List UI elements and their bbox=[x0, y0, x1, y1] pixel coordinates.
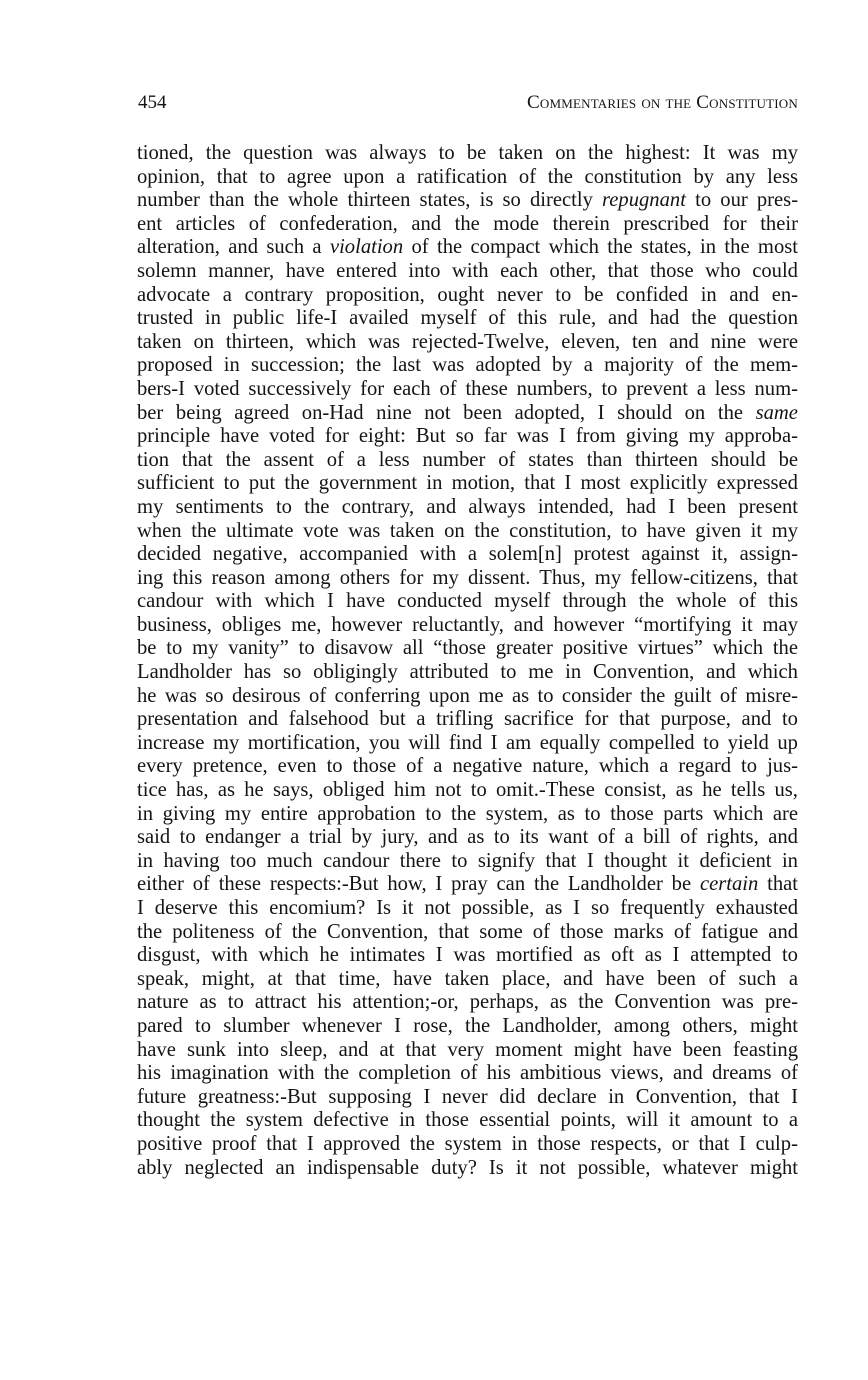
text-line bbox=[137, 944, 798, 968]
text-segment: proposed in succession; the last was adopted by a majority of the mem- bbox=[137, 354, 799, 377]
text-segment: disgust, with which he intimates I was mortified as oft as I attempted to bbox=[137, 944, 798, 967]
text-segment: that bbox=[758, 873, 799, 896]
text-segment: in giving my entire approbation to the system, as to those parts which are bbox=[137, 802, 799, 825]
text-line bbox=[137, 779, 798, 803]
text-line bbox=[137, 661, 798, 685]
text-segment: presentation and falsehood but a trifling sacrifice for that purpose, and to bbox=[137, 708, 798, 731]
text-segment: said to endanger a trial by jury, and as to its want of a bill of rights, and bbox=[137, 826, 798, 849]
text-line bbox=[137, 991, 798, 1015]
text-line bbox=[137, 543, 798, 567]
text-segment: future greatness:-But supposing I never did declare in Convention, that I bbox=[137, 1085, 798, 1108]
text-segment: nature as to attract his attention;-or, perhaps, as the Convention was pre- bbox=[137, 991, 798, 1014]
text-segment: increase my mortification, you will find I am equally compelled to yield up bbox=[137, 731, 798, 754]
text-segment: in having too much candour there to signify that I thought it deficient in bbox=[137, 849, 798, 872]
text-segment: business, obliges me, however reluctantly, and however “mortifying it may bbox=[137, 613, 798, 636]
text-segment: number than the whole thirteen states, is so directly bbox=[137, 189, 603, 212]
italic-word: same bbox=[755, 401, 798, 424]
text-line bbox=[137, 1157, 798, 1181]
text-segment: speak, might, at that time, have taken place, and have been of such a bbox=[137, 967, 799, 990]
text-segment: advocate a contrary proposition, ought never to be confided in and en- bbox=[137, 283, 798, 306]
text-line bbox=[137, 472, 798, 496]
text-segment: have sunk into sleep, and at that very moment might have been feasting bbox=[137, 1038, 799, 1061]
text-segment: he was so desirous of conferring upon me as to consider the guilt of misre- bbox=[137, 684, 799, 707]
running-head bbox=[138, 92, 798, 120]
text-segment: alteration, and such a bbox=[137, 236, 330, 259]
text-line bbox=[137, 1133, 798, 1157]
text-segment: ably neglected an indispensable duty? Is it not possible, whatever might bbox=[137, 1156, 799, 1179]
text-segment: I deserve this encomium? Is it not possible, as I so frequently exhausted bbox=[137, 897, 799, 919]
text-segment: pared to slumber whenever I rose, the Landholder, among others, might bbox=[137, 1014, 799, 1037]
text-segment: Landholder has so obligingly attributed to me in Convention, and which bbox=[137, 661, 798, 684]
text-segment: ent articles of confederation, and the mode therein prescribed for their bbox=[137, 212, 798, 235]
text-line bbox=[137, 826, 798, 850]
italic-word: certain bbox=[699, 873, 759, 896]
text-segment: candour with which I have conducted myself through the whole of this bbox=[137, 590, 798, 613]
text-line bbox=[137, 968, 798, 992]
text-line bbox=[137, 331, 798, 355]
text-line bbox=[137, 378, 798, 402]
text-segment: thought the system defective in those essential points, will it amount to a bbox=[137, 1109, 798, 1132]
text-line bbox=[137, 755, 798, 779]
text-segment: ing this reason among others for my dissent. Thus, my fellow-citizens, that bbox=[137, 566, 798, 589]
text-segment: bers-I voted successively for each of these numbers, to prevent a less num- bbox=[137, 377, 798, 400]
text-line bbox=[137, 897, 798, 921]
text-line bbox=[137, 1086, 798, 1110]
text-segment: of the compact which the states, in the most bbox=[403, 236, 798, 259]
text-segment: trusted in public life-I availed myself of this rule, and had the question bbox=[137, 307, 798, 330]
text-segment: ber being agreed on-Had nine not been adopted, I should on the bbox=[137, 401, 756, 424]
text-line bbox=[137, 284, 798, 308]
text-line bbox=[137, 449, 798, 473]
text-segment: taken on thirteen, which was rejected-Twelve, eleven, ten and nine were bbox=[137, 330, 798, 353]
text-segment: tioned, the question was always to be taken on the highest: It was my bbox=[137, 142, 799, 164]
text-line bbox=[137, 166, 798, 190]
text-segment: principle have voted for eight: But so far was I from giving my approba- bbox=[137, 425, 798, 448]
text-line bbox=[137, 260, 798, 284]
italic-word: violation bbox=[329, 236, 404, 259]
text-line bbox=[137, 732, 798, 756]
text-segment: positive proof that I approved the system in those respects, or that I culp- bbox=[137, 1132, 798, 1155]
text-line bbox=[137, 921, 798, 945]
text-line bbox=[137, 189, 798, 213]
text-segment: his imagination with the completion of his ambitious views, and dreams of bbox=[137, 1062, 798, 1085]
text-line bbox=[137, 1062, 798, 1086]
text-line bbox=[137, 402, 798, 426]
text-line bbox=[137, 803, 798, 827]
text-line bbox=[137, 873, 798, 897]
text-segment: decided negative, accompanied with a solem[n] protest against it, assign- bbox=[137, 543, 798, 566]
text-line bbox=[137, 590, 798, 614]
text-line bbox=[137, 614, 798, 638]
text-line bbox=[137, 142, 798, 166]
text-line bbox=[137, 1109, 798, 1133]
text-segment: either of these respects:-But how, I pray can the Landholder be bbox=[137, 873, 700, 896]
text-line bbox=[137, 236, 798, 260]
text-line bbox=[137, 354, 798, 378]
text-line bbox=[137, 708, 798, 732]
body-text bbox=[137, 142, 798, 1180]
text-line bbox=[137, 425, 798, 449]
text-segment: sufficient to put the government in motion, that I most explicitly expressed bbox=[137, 472, 798, 495]
text-segment: be to my vanity” to disavow all “those greater positive virtues” which the bbox=[137, 637, 798, 660]
text-line bbox=[137, 685, 798, 709]
text-segment: solemn manner, have entered into with each other, that those who could bbox=[137, 259, 798, 282]
text-line bbox=[137, 1039, 798, 1063]
text-segment: every pretence, even to those of a negative nature, which a regard to jus- bbox=[137, 755, 798, 778]
text-line bbox=[137, 496, 798, 520]
italic-word: repugnant bbox=[602, 189, 686, 212]
text-segment: when the ultimate vote was taken on the constitution, to have given it my bbox=[137, 519, 799, 542]
text-segment: to our pres- bbox=[685, 189, 799, 212]
running-title: Commentaries on the Constitution bbox=[527, 92, 798, 113]
page-number: 454 bbox=[138, 92, 167, 113]
text-segment: my sentiments to the contrary, and always intended, had I been present bbox=[137, 495, 798, 518]
text-segment: tion that the assent of a less number of states than thirteen should be bbox=[137, 448, 799, 471]
text-segment: tice has, as he says, obliged him not to omit.-These consist, as he tells us, bbox=[137, 779, 798, 802]
text-line bbox=[137, 213, 798, 237]
text-line bbox=[137, 637, 798, 661]
text-line bbox=[137, 520, 798, 544]
text-line bbox=[137, 567, 798, 591]
text-line bbox=[137, 307, 798, 331]
text-segment: opinion, that to agree upon a ratification of the constitution by any less bbox=[137, 165, 799, 188]
text-segment: the politeness of the Convention, that some of those marks of fatigue and bbox=[137, 920, 799, 943]
text-line bbox=[137, 850, 798, 874]
text-line bbox=[137, 1015, 798, 1039]
